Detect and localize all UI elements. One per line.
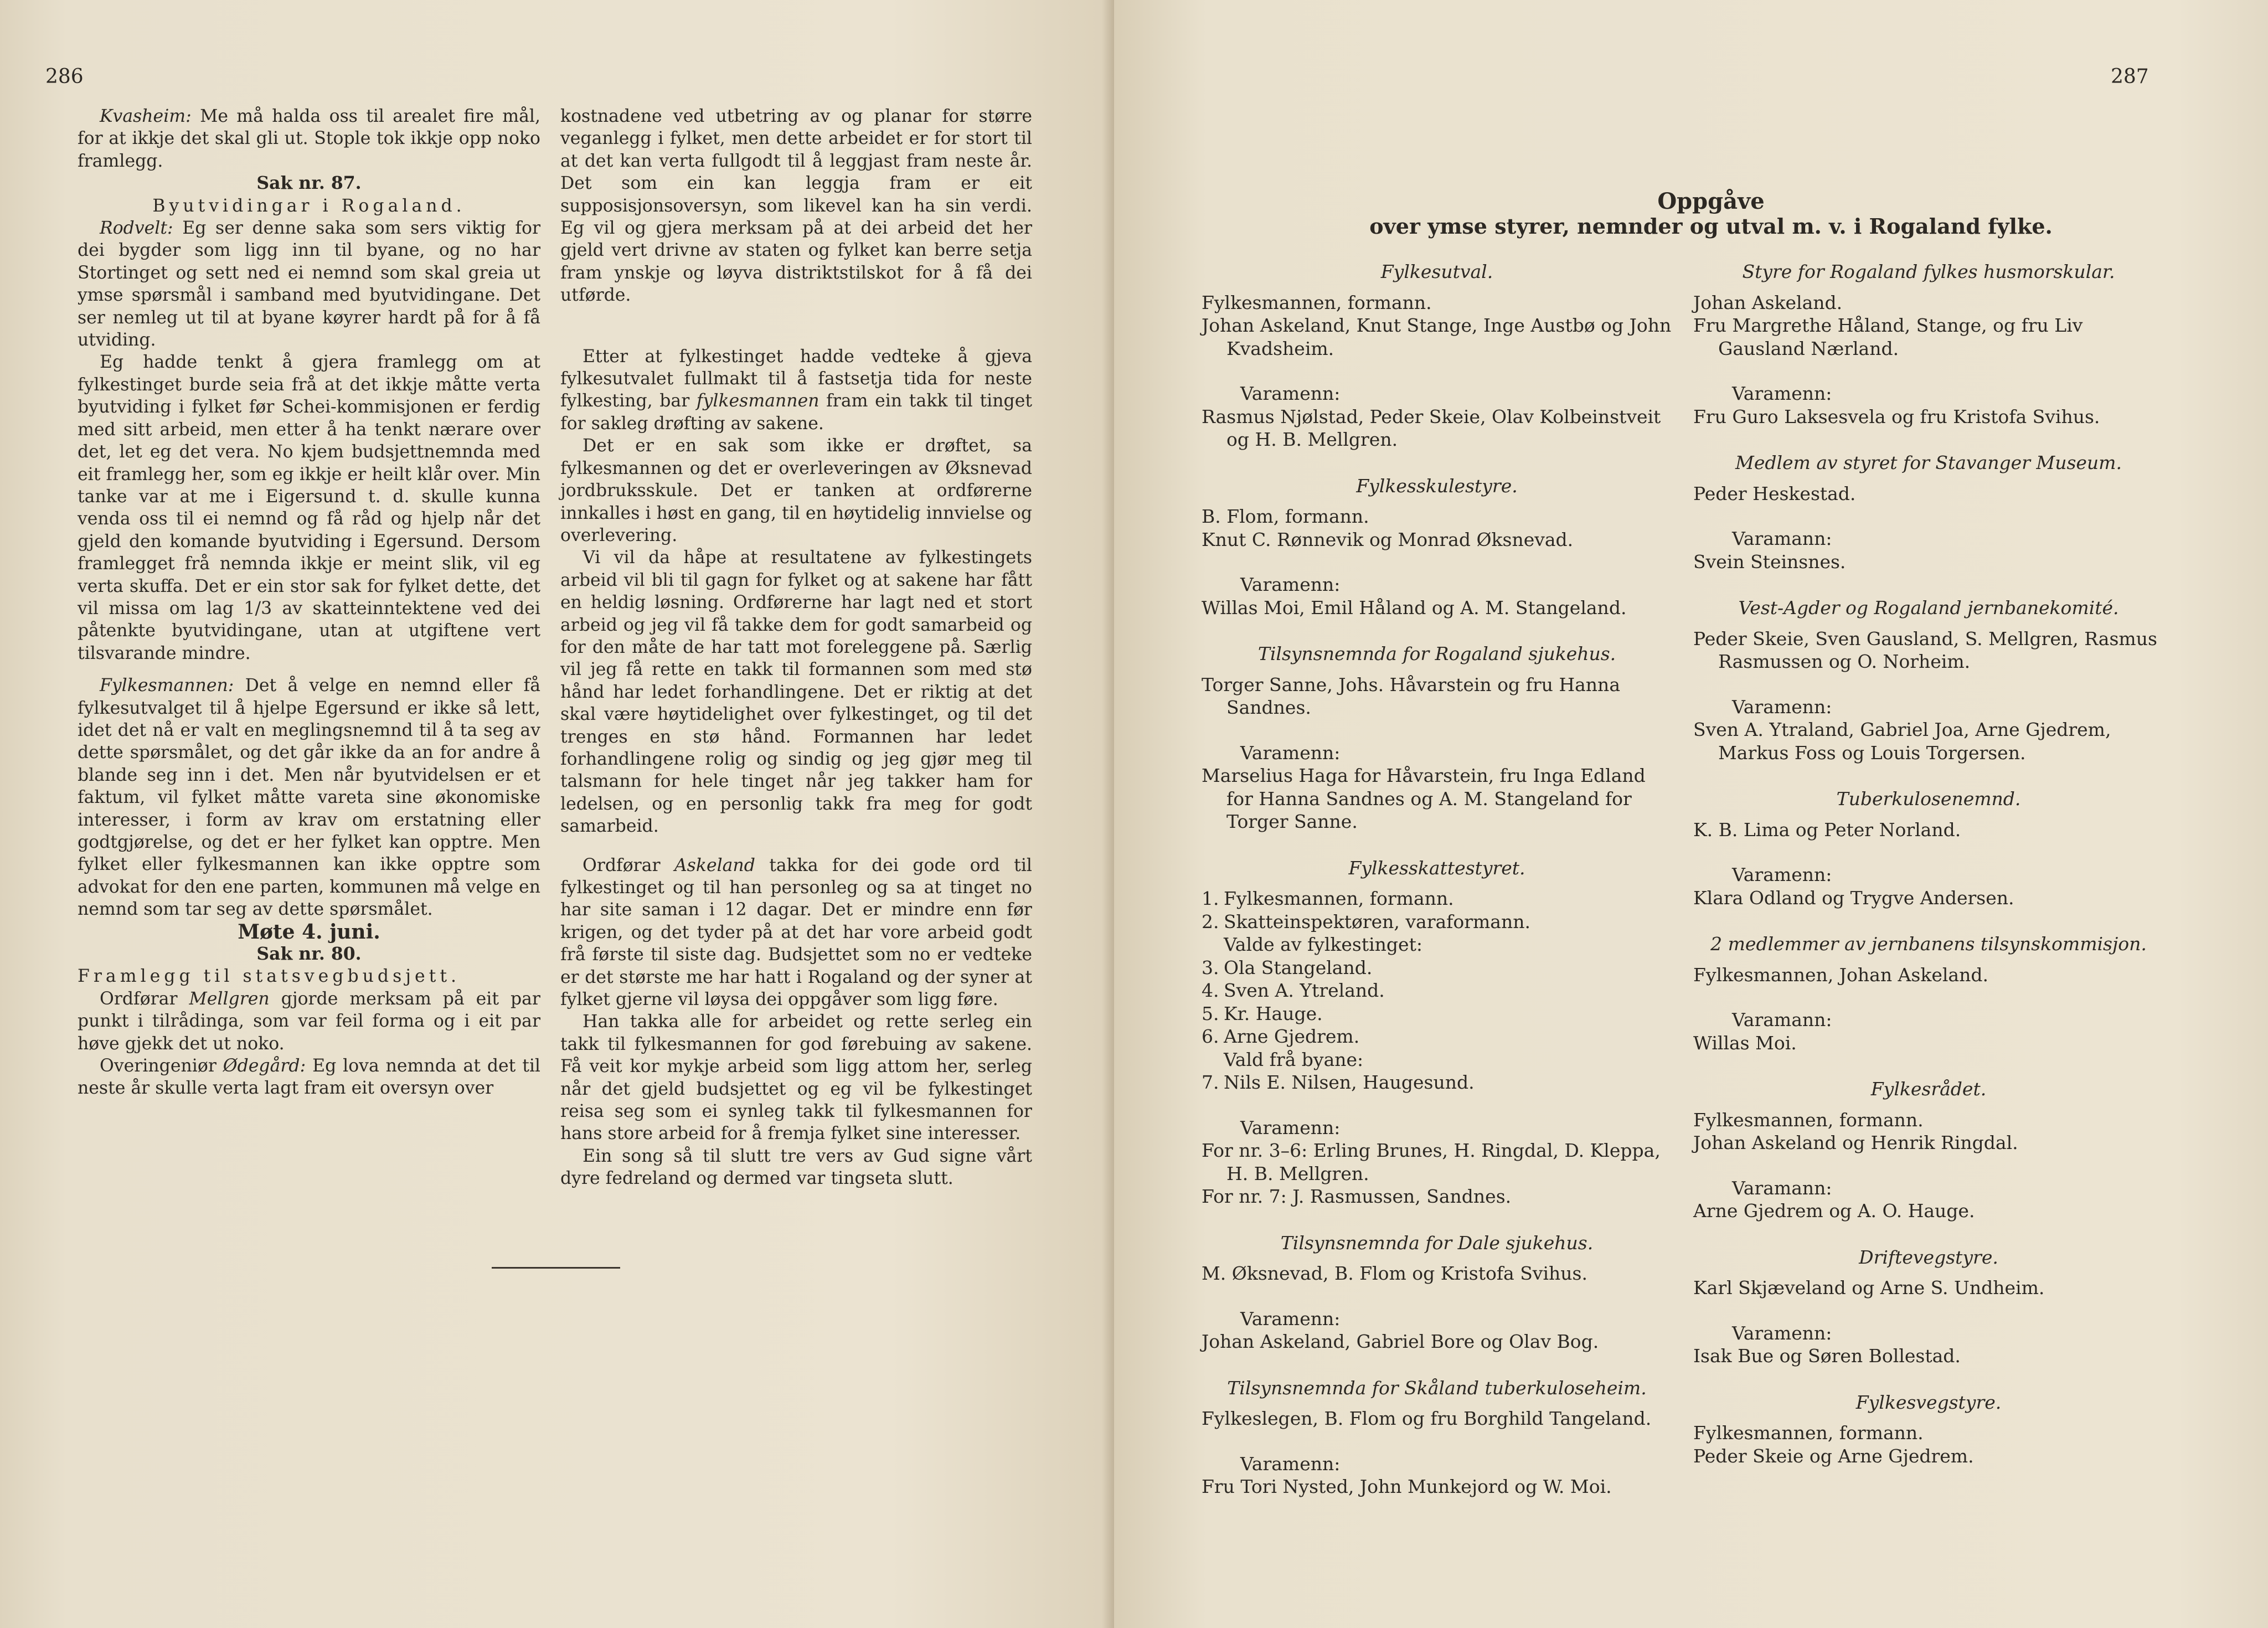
numbered-entry: 1. Fylkesmannen, formann.: [1202, 888, 1454, 909]
case-title-87: Byutvidingar i Rogaland.: [152, 195, 466, 216]
entry: Johan Askeland, Gabriel Bore og Olav Bog.: [1202, 1331, 1599, 1352]
numbered-entry: 2. Skatteinspektøren, varaformann.: [1202, 910, 1530, 933]
entry: Peder Heskestad.: [1693, 482, 1856, 504]
entry: Johan Askeland og Henrik Ringdal.: [1693, 1132, 2018, 1153]
left-page: [0, 0, 1114, 1628]
section-heading: Fylkesutval.: [1380, 261, 1493, 282]
paragraph-song: Ein song så til slutt tre vers av Gud signe vårt dyre fedreland og dermed var tingseta slutt.: [560, 1146, 1032, 1189]
entry: Fylkeslegen, B. Flom og fru Borghild Tangeland.: [1202, 1408, 1652, 1429]
deputies-label: Varamenn:: [1240, 1452, 1341, 1475]
entry: Marselius Haga for Håvarstein, fru Inga Edland for Hanna Sandnes og A. M. Stangeland for Torger Sanne.: [1202, 765, 1646, 832]
entry: Isak Bue og Søren Bollestad.: [1693, 1345, 1961, 1367]
entry: For nr. 3–6: Erling Brunes, H. Ringdal, D. Kleppa, H. B. Mellgren.: [1202, 1140, 1661, 1184]
entry: Fru Margrethe Håland, Stange, og fru Liv Gausland Nærland.: [1693, 315, 2083, 359]
paragraph-continued: kostnadene ved utbetring av og planar for større veganlegg i fylket, men dette arbeidet er for stort til at det kan verta fullgodt til å leggjast fram neste år. Det som ein kan leggja fram er eit supposisjonsoversyn, som likevel kan ha sin verdi. Eg vil og gjera merksam på at dei arbeid det her gjeld vert drivne av staten og fylket kan berre setja fram ynskje og løyva distriktstilskot for å få dei utførde.: [560, 106, 1032, 306]
paragraph-fylkesmannen: Fylkesmannen: Det å velge en nemnd eller få fylkesutvalget til å hjelpe Egersund er ikke så lett, idet det nå er valt en meglingsnemnd til å ta seg av dette spørsmålet, og det går ikke da an for andre å blande seg inn i det. Men når byutvidelsen er et faktum, vil fylket måtte vareta sine økonomiske interesser, i form av krav om erstatning eller godtgjørelse, og det er her fylket kan opptre. Men fylket eller fylkesmannen kan ikke opptre som advokat for den ene parten, kommunen må velge en nemnd som tar seg av dette spørsmålet.: [78, 676, 540, 920]
paragraph-rodvelt-2: Eg hadde tenkt å gjera framlegg om at fylkestinget burde seia frå at det ikkje måtte verta byutviding i fylket før Schei-kommisjonen er ferdig med sitt arbeid, men etter å ha tenkt nærare over det, let eg det vera. No kjem budsjettnemnda med eit framlegg her, som eg ikkje er heilt klår over. Min tanke var at me i Eigersund t. d. skulle kunna venda oss til ei nemnd og få råd og hjelp når det gjeld den komande byutviding i Egersund. Dersom framlegget frå nemnda ikkje er meint slik, vil eg verta skuffa. Det er ein stor sak for fylket dette, det vil missa om lag 1/3 av skatteinntektene ved dei påtenkte byutvidingane, utan at utgiftene vert tilsvarande mindre.: [78, 352, 540, 663]
entry: Torger Sanne, Johs. Håvarstein og fru Hanna Sandnes.: [1202, 673, 1620, 718]
paragraph-mellgren: Ordførar Mellgren gjorde merksam på eit par punkt i tilrådinga, som var feil forma og i eit par høve gjekk det ut noko.: [78, 988, 540, 1054]
deputies-label: Varamann:: [1732, 1177, 1832, 1199]
paragraph-rodvelt: Rodvelt: Eg ser denne saka som sers viktig for dei bygder som ligg inn til byane, og no har Stortinget og sett ned ei nemnd som skal greia ut ymse spørsmål i samband med byutvidingane. Det ser nemleg ut til at byane køyrer hardt på for å få utviding.: [78, 218, 540, 351]
deputies-label: Varamenn:: [1240, 1307, 1341, 1330]
left-column-2: [560, 105, 1032, 1190]
entry: Peder Skeie og Arne Gjedrem.: [1693, 1445, 1974, 1467]
numbered-entry: 6. Arne Gjedrem.: [1202, 1026, 1360, 1047]
numbered-entry: 7. Nils E. Nilsen, Haugesund.: [1202, 1071, 1475, 1093]
paragraph-askeland: Ordførar Askeland takka for dei gode ord til fylkestinget og til han personleg og sa at tinget no har site saman i 12 dagar. Det er mindre enn før krigen, og det tyder på at det har vore arbeid godt frå første til siste dag. Budsjettet som no er vedteke er det største me har hatt i Rogaland og der syner at fylket gjerne vil løysa dei oppgåver som ligg føre.: [560, 855, 1032, 1010]
deputies-label: Varamann:: [1732, 528, 1832, 549]
entry: Rasmus Njølstad, Peder Skeie, Olav Kolbeinstveit og H. B. Mellgren.: [1202, 405, 1661, 450]
entry: Willas Moi, Emil Håland og A. M. Stangeland.: [1202, 596, 1627, 619]
numbered-entry: Vald frå byane:: [1224, 1048, 1364, 1070]
section-heading: Fylkesskulestyre.: [1356, 475, 1518, 497]
deputies-label: Varamenn:: [1732, 695, 1832, 718]
numbered-entry: 3. Ola Stangeland.: [1202, 956, 1373, 978]
entry: K. B. Lima og Peter Norland.: [1693, 818, 1961, 841]
entry: Svein Steinsnes.: [1693, 550, 1846, 573]
section-heading: Vest-Agder og Rogaland jernbanekomité.: [1738, 597, 2119, 619]
case-heading-80: Sak nr. 80.: [256, 944, 362, 965]
entry: Johan Askeland.: [1693, 291, 1843, 313]
left-column-1: [78, 105, 540, 1100]
list-subtitle: over ymse styrer, nemnder og utval m. v. i Rogaland fylke.: [1369, 214, 2053, 239]
entry: Johan Askeland, Knut Stange, Inge Austbø og John Kvadsheim.: [1202, 315, 1672, 359]
section-heading: Medlem av styret for Stavanger Museum.: [1735, 452, 2122, 473]
entry: For nr. 7: J. Rasmussen, Sandnes.: [1202, 1186, 1512, 1207]
section-heading: Tilsynsnemnda for Rogaland sjukehus.: [1257, 643, 1616, 664]
paragraph-closing-3: Vi vil da håpe at resultatene av fylkestingets arbeid vil bli til gagn for fylket og at sakene har fått en heldig løsning. Ordførerne har lagt ned et stort arbeid og jeg vil få takke dem for godt samarbeid og for den måte de har tatt mot foreleggene på. Særlig vil jeg få rette en takk til formannen som med stø hånd har ledet forhandlingene. Det er riktig at det skal være høytidelighet over fylkestinget, og til det trenges en stø hånd. Formannen har ledet forhandlingene rolig og sindig og jeg gjør meg til talsmann for hele tinget når jeg takker ham for ledelsen, og en personlig takk fra meg for godt samarbeid.: [560, 548, 1032, 837]
paragraph-closing-1: Etter at fylkestinget hadde vedteke å gjeva fylkesutvalet fullmakt til å fastsetja tida for neste fylkesting, bar fylkesmannen fram ein takk til tinget for sakleg drøfting av sakene.: [560, 346, 1032, 434]
case-heading-87: Sak nr. 87.: [256, 173, 362, 194]
right-column-2: [1693, 260, 2164, 1467]
deputies-label: Varamann:: [1732, 1009, 1832, 1031]
meeting-heading: Møte 4. juni.: [238, 920, 380, 944]
entry: Peder Skeie, Sven Gausland, S. Mellgren, Rasmus Rasmussen og O. Norheim.: [1693, 627, 2157, 672]
section-heading: Fylkesskattestyret.: [1348, 857, 1525, 879]
deputies-label: Varamenn:: [1240, 741, 1341, 764]
entry: Knut C. Rønnevik og Monrad Øksnevad.: [1202, 528, 1574, 550]
entry: Fru Guro Laksesvela og fru Kristofa Svihus.: [1693, 405, 2100, 427]
deputies-label: Varamenn:: [1732, 383, 1832, 404]
numbered-entry: 5. Kr. Hauge.: [1202, 1002, 1323, 1024]
section-heading: Styre for Rogaland fylkes husmorskular.: [1742, 261, 2115, 282]
right-column-1: [1202, 260, 1672, 1498]
entry: Willas Moi.: [1693, 1032, 1797, 1054]
entry: Fylkesmannen, Johan Askeland.: [1693, 964, 1988, 986]
list-title: Oppgåve: [1657, 188, 1765, 214]
entry: Fylkesmannen, formann.: [1693, 1109, 1924, 1131]
section-heading: Fylkesrådet.: [1870, 1078, 1987, 1100]
end-rule: [492, 1267, 620, 1269]
page-number-right: 287: [2111, 65, 2149, 88]
entry: Sven A. Ytraland, Gabriel Joa, Arne Gjedrem, Markus Foss og Louis Torgersen.: [1693, 719, 2111, 764]
section-heading: Tilsynsnemnda for Dale sjukehus.: [1280, 1232, 1594, 1254]
entry: Fylkesmannen, formann.: [1693, 1422, 1924, 1444]
paragraph-odegard: Overingeniør Ødegård: Eg lova nemnda at det til neste år skulle verta lagt fram eit oversyn over: [78, 1056, 541, 1099]
entry: M. Øksnevad, B. Flom og Kristofa Svihus.: [1202, 1263, 1587, 1284]
deputies-label: Varamenn:: [1240, 1116, 1341, 1138]
numbered-entry: 4. Sven A. Ytreland.: [1202, 980, 1385, 1001]
section-heading: Tuberkulosenemnd.: [1836, 788, 2021, 810]
section-heading: 2 medlemmer av jernbanens tilsynskommisjon.: [1710, 933, 2147, 955]
entry: Karl Skjæveland og Arne S. Undheim.: [1693, 1277, 2045, 1299]
deputies-label: Varamenn:: [1732, 864, 1832, 885]
entry: Fru Tori Nysted, John Munkejord og W. Moi.: [1202, 1476, 1612, 1497]
section-heading: Tilsynsnemnda for Skåland tuberkuloseheim.: [1227, 1377, 1647, 1399]
entry: Klara Odland og Trygve Andersen.: [1693, 887, 2014, 909]
paragraph-closing-2: Det er en sak som ikke er drøftet, sa fylkesmannen og det er overleveringen av Øksnevad jordbruksskule. Det er tanken at ordførerne innkalles i høst en gang, til en høytidelig innvielse og overlevering.: [560, 436, 1032, 545]
paragraph-kvasheim: Kvasheim: Me må halda oss til arealet fire mål, for at ikkje det skal gli ut. Stople tok ikkje opp noko framlegg.: [78, 106, 540, 171]
entry: Fylkesmannen, formann.: [1202, 291, 1432, 313]
case-title-80: Framlegg til statsvegbudsjett.: [78, 966, 460, 987]
deputies-label: Varamenn:: [1732, 1322, 1832, 1344]
page-number-left: 286: [45, 65, 84, 88]
entry: B. Flom, formann.: [1202, 506, 1369, 527]
section-heading: Fylkesvegstyre.: [1855, 1391, 2002, 1413]
deputies-label: Varamenn:: [1240, 383, 1341, 404]
entry: Arne Gjedrem og A. O. Hauge.: [1693, 1200, 1975, 1222]
numbered-entry: Valde av fylkestinget:: [1224, 934, 1422, 955]
paragraph-thanks: Han takka alle for arbeidet og rette serleg ein takk til fylkesmannen for god førebuing av sakene. Få veit kor mykje arbeid som ligg attom her, serleg når det gjeld budsjettet og eg vil be fylkestinget reisa seg som ei synleg takk til fylkesmannen for hans store arbeid for å fremja fylket sine interesser.: [560, 1012, 1032, 1144]
deputies-label: Varamenn:: [1240, 574, 1341, 595]
section-heading: Driftevegstyre.: [1859, 1246, 1998, 1268]
